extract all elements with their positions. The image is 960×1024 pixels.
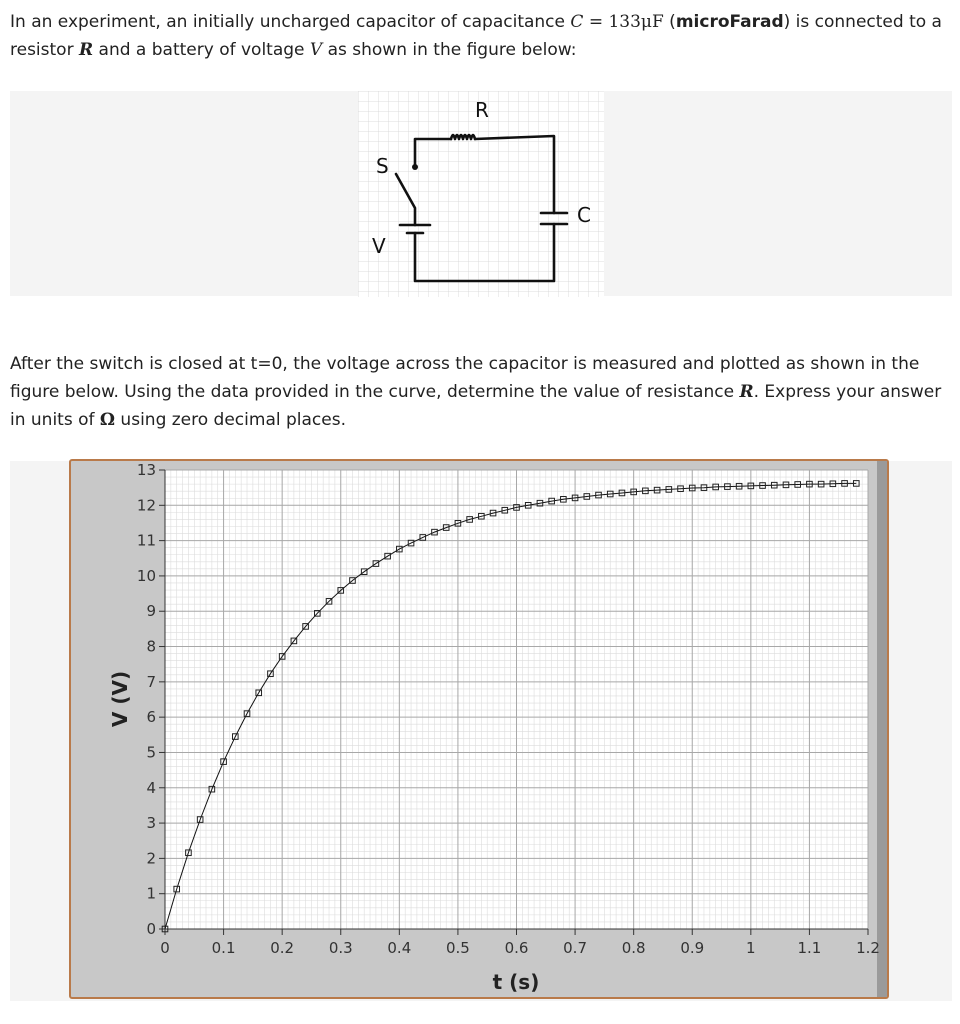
y-tick-label: 9 xyxy=(146,602,156,621)
resistor-symbol xyxy=(451,135,475,139)
x-tick-label: 0.6 xyxy=(504,939,529,957)
x-axis-label: t (s) xyxy=(492,970,540,994)
y-tick-label: 8 xyxy=(146,637,156,656)
intro-text-d: and a battery of voltage xyxy=(93,40,310,60)
intro-text-c: ) is connected to a resistor xyxy=(10,12,942,60)
y-tick-label: 13 xyxy=(136,461,156,479)
circuit-diagram xyxy=(358,91,604,297)
y-tick-label: 1 xyxy=(146,884,156,903)
label-c: C xyxy=(577,203,591,227)
resistance-symbol: R xyxy=(78,40,94,60)
y-tick-label: 2 xyxy=(146,849,156,868)
intro-text-b: ( xyxy=(663,12,676,32)
equals-sign: = xyxy=(583,12,609,32)
x-tick-label: 0.3 xyxy=(328,939,353,957)
unit-name-bold: microFarad xyxy=(675,12,784,32)
y-tick-label: 6 xyxy=(146,708,156,727)
y-axis-ticks xyxy=(137,461,165,938)
y-tick-label: 11 xyxy=(136,531,156,550)
voltage-time-chart xyxy=(69,459,889,999)
x-tick-label: 1 xyxy=(746,939,756,957)
capacitance-value: 133μF xyxy=(608,12,664,32)
voltage-symbol: V xyxy=(309,40,323,60)
y-tick-label: 7 xyxy=(146,672,156,691)
intro-text-a: In an experiment, an initially uncharged capacitor of capacitance xyxy=(10,12,571,32)
chart-scrollbar-strip xyxy=(877,461,887,997)
x-axis-ticks xyxy=(160,929,880,957)
task-text-c: using zero decimal places. xyxy=(115,410,346,430)
y-tick-label: 12 xyxy=(136,496,156,515)
x-tick-label: 0.8 xyxy=(621,939,646,957)
y-tick-label: 4 xyxy=(146,778,156,797)
y-tick-label: 5 xyxy=(146,743,156,762)
x-tick-label: 1.2 xyxy=(856,939,880,957)
switch-contact xyxy=(412,164,418,170)
x-tick-label: 0.4 xyxy=(387,939,412,957)
x-tick-label: 0.2 xyxy=(270,939,295,957)
label-s: S xyxy=(376,154,389,178)
task-text-b: . Express your answer in units of xyxy=(10,382,942,430)
capacitance-symbol: C xyxy=(570,12,584,32)
x-tick-label: 1.1 xyxy=(797,939,822,957)
y-axis-label: V (V) xyxy=(108,670,132,728)
label-v: V xyxy=(372,234,386,258)
question-task xyxy=(10,350,950,434)
task-text-a: After the switch is closed at t=0, the voltage across the capacitor is measured and plotted as shown in the figure below. Using the data provided in the curve, determine the value of resistance xyxy=(10,354,920,402)
label-r: R xyxy=(475,98,489,122)
x-tick-label: 0.7 xyxy=(563,939,588,957)
question-intro xyxy=(10,8,950,64)
resistance-symbol-2: R xyxy=(739,382,754,402)
x-tick-label: 0.5 xyxy=(445,939,470,957)
x-tick-label: 0.1 xyxy=(211,939,236,957)
y-tick-label: 0 xyxy=(146,920,156,938)
ohm-symbol: Ω xyxy=(99,410,116,430)
y-tick-label: 3 xyxy=(146,814,156,833)
x-tick-label: 0.9 xyxy=(680,939,705,957)
y-tick-label: 10 xyxy=(136,566,156,585)
x-tick-label: 0 xyxy=(160,939,170,957)
intro-text-e: as shown in the figure below: xyxy=(322,40,577,60)
